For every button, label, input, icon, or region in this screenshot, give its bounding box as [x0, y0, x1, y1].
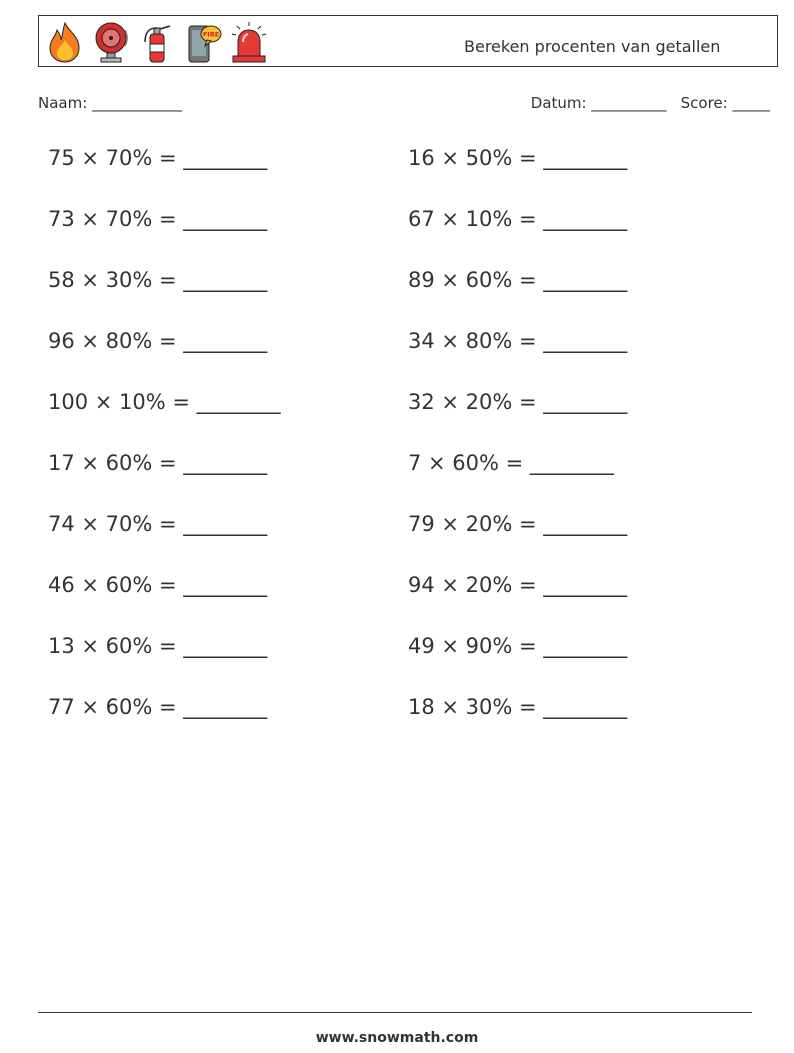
problem-item: 94 × 20% = ________: [408, 573, 628, 597]
problem-row: [48, 451, 768, 512]
score-field: Score: _____: [680, 94, 770, 112]
worksheet-title: Bereken procenten van getallen: [464, 37, 721, 56]
problem-row: [48, 268, 768, 329]
name-field: Naam: ____________: [38, 94, 183, 112]
problem-item: 18 × 30% = ________: [408, 695, 628, 719]
fire-extinguisher-icon: [137, 20, 177, 64]
problem-row: [48, 634, 768, 695]
problem-item: 77 × 60% = ________: [48, 695, 268, 719]
problem-grid: [48, 146, 768, 756]
phone-fire-icon: [183, 20, 223, 64]
worksheet-header: [38, 15, 778, 67]
problem-item: 16 × 50% = ________: [408, 146, 628, 170]
problem-item: 73 × 70% = ________: [48, 207, 268, 231]
problem-row: [48, 329, 768, 390]
fire-icon: [45, 20, 85, 64]
problem-item: 7 × 60% = ________: [408, 451, 614, 475]
header-icons: [45, 20, 269, 64]
siren-icon: [229, 20, 269, 64]
date-score-fields: [531, 94, 770, 112]
problem-item: 32 × 20% = ________: [408, 390, 628, 414]
problem-row: [48, 695, 768, 756]
problem-row: [48, 512, 768, 573]
problem-item: 89 × 60% = ________: [408, 268, 628, 292]
problem-item: 74 × 70% = ________: [48, 512, 268, 536]
problem-item: 67 × 10% = ________: [408, 207, 628, 231]
date-field: Datum: __________: [530, 94, 667, 112]
problem-item: 13 × 60% = ________: [48, 634, 268, 658]
problem-item: 75 × 70% = ________: [48, 146, 268, 170]
problem-item: 46 × 60% = ________: [48, 573, 268, 597]
problem-item: 17 × 60% = ________: [48, 451, 268, 475]
problem-row: [48, 573, 768, 634]
problem-item: 79 × 20% = ________: [408, 512, 628, 536]
fire-alarm-bell-icon: [91, 20, 131, 64]
problem-item: 49 × 90% = ________: [408, 634, 628, 658]
problem-row: [48, 207, 768, 268]
phone-fire-badge-text: FIRE: [202, 30, 220, 39]
problem-row: [48, 390, 768, 451]
problem-item: 58 × 30% = ________: [48, 268, 268, 292]
problem-item: 34 × 80% = ________: [408, 329, 628, 353]
footer-divider: [38, 1012, 752, 1013]
footer-url: www.snowmath.com: [315, 1030, 479, 1046]
problem-row: [48, 146, 768, 207]
problem-item: 100 × 10% = ________: [48, 390, 281, 414]
problem-item: 96 × 80% = ________: [48, 329, 268, 353]
